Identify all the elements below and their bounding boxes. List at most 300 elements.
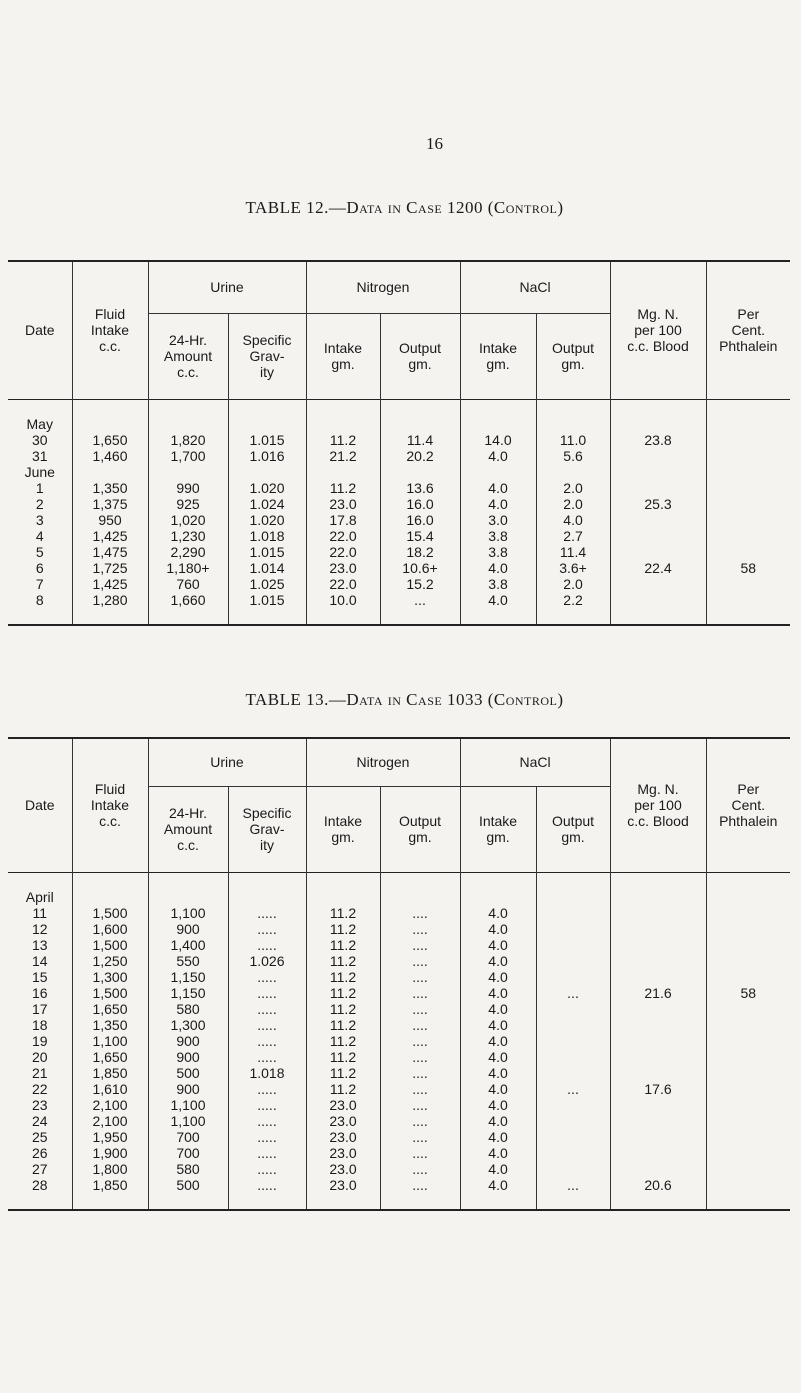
phthalein-cell [706, 1049, 790, 1065]
urine-amount-cell: 580 [148, 1001, 228, 1017]
phthalein-cell [706, 1177, 790, 1193]
phthalein-cell: 58 [706, 985, 790, 1001]
nitrogen-intake-cell: 11.2 [306, 1001, 380, 1017]
table-12-title [0, 198, 801, 218]
nitrogen-intake-cell: 11.2 [306, 1049, 380, 1065]
specific-gravity-cell: ..... [228, 985, 306, 1001]
mg-n-cell: 21.6 [610, 985, 706, 1001]
day-cell: 12 [31, 920, 48, 937]
phthalein-cell [706, 1017, 790, 1033]
specific-gravity-cell: ..... [228, 937, 306, 953]
nitrogen-intake-cell: 11.2 [306, 1033, 380, 1049]
nitrogen-header: Nitrogen [306, 738, 460, 786]
nacl-intake-cell: 4.0 [460, 496, 536, 512]
nacl-output-cell: 3.6+ [536, 560, 610, 576]
specific-gravity-cell: 1.014 [228, 560, 306, 576]
phthalein-cell [706, 1161, 790, 1177]
urine-amount-cell: 1,700 [148, 448, 228, 464]
mg-n-cell [610, 528, 706, 544]
urine-amount-cell: 1,230 [148, 528, 228, 544]
specific-gravity-cell: 1.015 [228, 432, 306, 448]
urine-amount-cell: 500 [148, 1177, 228, 1193]
nitrogen-intake-cell: 11.2 [306, 1081, 380, 1097]
nitrogen-intake-cell: 23.0 [306, 1145, 380, 1161]
urine-amount-header: 24-Hr. Amount c.c. [148, 313, 228, 399]
table-row [8, 1161, 790, 1177]
mg-n-cell: 22.4 [610, 560, 706, 576]
nacl-intake-cell: 3.8 [460, 528, 536, 544]
nacl-intake-cell: 4.0 [460, 1065, 536, 1081]
table-13-label: TABLE 13. [245, 690, 329, 709]
nacl-output-cell [536, 1145, 610, 1161]
nacl-intake-cell: 4.0 [460, 480, 536, 496]
nacl-intake-cell: 4.0 [460, 905, 536, 921]
nacl-intake-header: Intake gm. [460, 313, 536, 399]
nitrogen-output-cell: .... [380, 1049, 460, 1065]
nacl-output-cell: 2.7 [536, 528, 610, 544]
specific-gravity-cell: ..... [228, 1033, 306, 1049]
nitrogen-intake-cell: 11.2 [306, 1065, 380, 1081]
phthalein-header: Per Cent. Phthalein [706, 261, 790, 399]
urine-amount-cell: 900 [148, 1081, 228, 1097]
nacl-output-cell: 5.6 [536, 448, 610, 464]
mg-n-cell [610, 1097, 706, 1113]
nitrogen-output-cell: .... [380, 1033, 460, 1049]
nacl-output-cell [536, 1017, 610, 1033]
month-row [8, 889, 790, 905]
fluid-intake-cell: 1,900 [72, 1145, 148, 1161]
table-13 [8, 737, 790, 1211]
phthalein-cell [706, 1097, 790, 1113]
nacl-output-cell: 4.0 [536, 512, 610, 528]
specific-gravity-cell: ..... [228, 1017, 306, 1033]
phthalein-cell [706, 953, 790, 969]
nitrogen-intake-header: Intake gm. [306, 313, 380, 399]
nitrogen-output-cell: ... [380, 592, 460, 608]
table-12-header [8, 261, 790, 399]
fluid-intake-cell: 1,950 [72, 1129, 148, 1145]
mg-n-cell [610, 921, 706, 937]
urine-amount-cell: 700 [148, 1129, 228, 1145]
table-row [8, 560, 790, 576]
nitrogen-output-cell: .... [380, 1065, 460, 1081]
mg-n-cell [610, 1113, 706, 1129]
nacl-output-cell: 2.0 [536, 480, 610, 496]
table-12-label: TABLE 12. [245, 198, 329, 217]
phthalein-cell [706, 480, 790, 496]
nacl-intake-cell: 3.8 [460, 576, 536, 592]
specific-gravity-cell: 1.025 [228, 576, 306, 592]
nacl-header: NaCl [460, 738, 610, 786]
nacl-intake-cell: 4.0 [460, 937, 536, 953]
day-cell: 16 [31, 984, 48, 1001]
fluid-intake-cell: 1,350 [72, 1017, 148, 1033]
table-row [8, 496, 790, 512]
nitrogen-output-cell: 13.6 [380, 480, 460, 496]
table-row [8, 1081, 790, 1097]
nacl-output-cell: ... [536, 1081, 610, 1097]
nitrogen-output-cell: .... [380, 1017, 460, 1033]
table-row [8, 528, 790, 544]
day-cell: 30 [31, 431, 48, 448]
nitrogen-intake-cell: 23.0 [306, 1113, 380, 1129]
nacl-intake-cell: 3.0 [460, 512, 536, 528]
table-row [8, 1097, 790, 1113]
mg-n-cell [610, 592, 706, 608]
day-cell: 26 [31, 1144, 48, 1161]
urine-amount-cell: 500 [148, 1065, 228, 1081]
specific-gravity-cell: ..... [228, 969, 306, 985]
nacl-output-cell [536, 969, 610, 985]
nacl-output-cell [536, 1113, 610, 1129]
fluid-intake-cell: 1,850 [72, 1177, 148, 1193]
mg-n-cell [610, 1049, 706, 1065]
phthalein-cell [706, 937, 790, 953]
specific-gravity-cell: ..... [228, 1081, 306, 1097]
nitrogen-output-cell: .... [380, 1161, 460, 1177]
table-row [8, 592, 790, 608]
day-cell: 7 [35, 575, 44, 592]
nacl-intake-cell: 4.0 [460, 1145, 536, 1161]
urine-header: Urine [148, 261, 306, 313]
nitrogen-output-header: Output gm. [380, 313, 460, 399]
phthalein-cell [706, 592, 790, 608]
urine-amount-cell: 1,820 [148, 432, 228, 448]
mg-n-cell: 23.8 [610, 432, 706, 448]
urine-amount-cell: 1,150 [148, 969, 228, 985]
mg-n-cell [610, 1161, 706, 1177]
nacl-intake-cell: 4.0 [460, 1001, 536, 1017]
nitrogen-output-cell: .... [380, 953, 460, 969]
nacl-intake-cell: 4.0 [460, 969, 536, 985]
nitrogen-intake-header: Intake gm. [306, 786, 380, 872]
table-row [8, 576, 790, 592]
specific-gravity-cell: ..... [228, 921, 306, 937]
nitrogen-output-cell: .... [380, 1129, 460, 1145]
nacl-intake-cell: 4.0 [460, 1081, 536, 1097]
month-label: April [25, 888, 54, 905]
table-row [8, 969, 790, 985]
specific-gravity-cell: ..... [228, 1145, 306, 1161]
date-header: Date [24, 322, 55, 339]
nacl-output-cell: ... [536, 985, 610, 1001]
table-row [8, 985, 790, 1001]
day-cell: 22 [31, 1080, 48, 1097]
phthalein-cell: 58 [706, 560, 790, 576]
nacl-intake-cell: 4.0 [460, 1129, 536, 1145]
specific-gravity-cell: 1.018 [228, 528, 306, 544]
nacl-output-cell [536, 1049, 610, 1065]
phthalein-cell [706, 1081, 790, 1097]
mg-n-cell [610, 1033, 706, 1049]
mg-n-cell [610, 1001, 706, 1017]
nacl-output-cell [536, 1161, 610, 1177]
day-cell: 18 [31, 1016, 48, 1033]
nitrogen-header: Nitrogen [306, 261, 460, 313]
mg-n-cell [610, 1065, 706, 1081]
month-row [8, 464, 790, 480]
nitrogen-output-cell: .... [380, 937, 460, 953]
day-cell: 13 [31, 936, 48, 953]
nacl-intake-cell: 4.0 [460, 985, 536, 1001]
mg-n-cell [610, 448, 706, 464]
specific-gravity-cell: ..... [228, 1177, 306, 1193]
mg-n-cell: 17.6 [610, 1081, 706, 1097]
mg-n-cell [610, 1145, 706, 1161]
day-cell: 25 [31, 1128, 48, 1145]
nacl-output-cell [536, 1033, 610, 1049]
nitrogen-intake-cell: 23.0 [306, 1097, 380, 1113]
date-header: Date [24, 797, 55, 814]
fluid-intake-cell: 1,500 [72, 985, 148, 1001]
nitrogen-output-cell: 18.2 [380, 544, 460, 560]
nitrogen-intake-cell: 23.0 [306, 1177, 380, 1193]
fluid-intake-cell: 1,375 [72, 496, 148, 512]
month-label: May [26, 415, 53, 432]
specific-gravity-header: Specific Grav- ity [228, 786, 306, 872]
specific-gravity-cell: 1.018 [228, 1065, 306, 1081]
table-row [8, 544, 790, 560]
nacl-output-cell: 2.0 [536, 576, 610, 592]
nacl-intake-cell: 4.0 [460, 1113, 536, 1129]
nacl-intake-cell: 4.0 [460, 1049, 536, 1065]
specific-gravity-cell: 1.015 [228, 544, 306, 560]
urine-amount-cell: 1,300 [148, 1017, 228, 1033]
phthalein-cell [706, 432, 790, 448]
day-cell: 14 [31, 952, 48, 969]
nitrogen-output-cell: .... [380, 1145, 460, 1161]
table-row [8, 480, 790, 496]
nitrogen-intake-cell: 11.2 [306, 480, 380, 496]
nitrogen-output-cell: .... [380, 1001, 460, 1017]
table-12 [8, 260, 790, 626]
table-row [8, 1033, 790, 1049]
nacl-output-cell: 11.0 [536, 432, 610, 448]
table-row [8, 512, 790, 528]
nacl-intake-cell: 4.0 [460, 1177, 536, 1193]
nitrogen-intake-cell: 23.0 [306, 496, 380, 512]
table-row [8, 921, 790, 937]
fluid-intake-cell: 1,300 [72, 969, 148, 985]
table-12-body [8, 399, 790, 625]
phthalein-cell [706, 1033, 790, 1049]
specific-gravity-cell: ..... [228, 1129, 306, 1145]
nitrogen-intake-cell: 17.8 [306, 512, 380, 528]
urine-amount-cell: 1,150 [148, 985, 228, 1001]
urine-amount-cell: 990 [148, 480, 228, 496]
nacl-output-cell: ... [536, 1177, 610, 1193]
nitrogen-intake-cell: 22.0 [306, 544, 380, 560]
specific-gravity-cell: ..... [228, 1097, 306, 1113]
nitrogen-output-cell: 20.2 [380, 448, 460, 464]
month-row [8, 416, 790, 432]
nitrogen-intake-cell: 11.2 [306, 1017, 380, 1033]
phthalein-cell [706, 496, 790, 512]
mg-n-cell [610, 905, 706, 921]
urine-amount-cell: 1,660 [148, 592, 228, 608]
table-13-caption: —Data in Case 1033 (Control) [328, 690, 564, 709]
phthalein-header: Per Cent. Phthalein [706, 738, 790, 872]
phthalein-cell [706, 448, 790, 464]
day-cell: 24 [31, 1112, 48, 1129]
table-row [8, 1049, 790, 1065]
specific-gravity-header: Specific Grav- ity [228, 313, 306, 399]
month-label: June [24, 463, 55, 480]
urine-amount-cell: 1,400 [148, 937, 228, 953]
day-cell: 21 [31, 1064, 48, 1081]
nacl-intake-cell: 4.0 [460, 1017, 536, 1033]
day-cell: 5 [35, 543, 44, 560]
nacl-intake-cell: 4.0 [460, 560, 536, 576]
day-cell: 31 [31, 447, 48, 464]
nitrogen-output-cell: .... [380, 921, 460, 937]
nitrogen-intake-cell: 11.2 [306, 985, 380, 1001]
nacl-intake-cell: 4.0 [460, 448, 536, 464]
phthalein-cell [706, 528, 790, 544]
page-number: 16 [426, 134, 443, 153]
nitrogen-output-cell: .... [380, 1081, 460, 1097]
nacl-output-cell [536, 953, 610, 969]
nitrogen-output-cell: 10.6+ [380, 560, 460, 576]
table-row [8, 1129, 790, 1145]
mg-n-cell [610, 1129, 706, 1145]
fluid-intake-cell: 1,600 [72, 921, 148, 937]
urine-amount-cell: 1,100 [148, 1113, 228, 1129]
urine-amount-cell: 900 [148, 1049, 228, 1065]
day-cell: 23 [31, 1096, 48, 1113]
phthalein-cell [706, 921, 790, 937]
nacl-output-header: Output gm. [536, 313, 610, 399]
nacl-intake-cell: 14.0 [460, 432, 536, 448]
day-cell: 4 [35, 527, 44, 544]
table-row [8, 937, 790, 953]
nitrogen-intake-cell: 10.0 [306, 592, 380, 608]
nacl-intake-cell: 4.0 [460, 1097, 536, 1113]
fluid-intake-cell: 1,475 [72, 544, 148, 560]
table-row [8, 1065, 790, 1081]
day-cell: 2 [35, 495, 44, 512]
fluid-intake-cell: 1,350 [72, 480, 148, 496]
table-row [8, 1001, 790, 1017]
nitrogen-output-cell: 16.0 [380, 512, 460, 528]
specific-gravity-cell: ..... [228, 1001, 306, 1017]
nitrogen-intake-cell: 23.0 [306, 1129, 380, 1145]
nacl-output-cell: 11.4 [536, 544, 610, 560]
mg-n-cell: 20.6 [610, 1177, 706, 1193]
day-cell: 27 [31, 1160, 48, 1177]
table-12-caption: —Data in Case 1200 (Control) [328, 198, 564, 217]
fluid-intake-cell: 1,425 [72, 528, 148, 544]
fluid-intake-cell: 1,460 [72, 448, 148, 464]
day-cell: 28 [31, 1176, 48, 1193]
specific-gravity-cell: 1.015 [228, 592, 306, 608]
fluid-intake-cell: 1,650 [72, 1001, 148, 1017]
day-cell: 19 [31, 1032, 48, 1049]
mg-n-header: Mg. N. per 100 c.c. Blood [610, 261, 706, 399]
specific-gravity-cell: 1.026 [228, 953, 306, 969]
fluid-intake-cell: 1,250 [72, 953, 148, 969]
phthalein-cell [706, 576, 790, 592]
table-13-body [8, 872, 790, 1210]
phthalein-cell [706, 905, 790, 921]
table-row [8, 432, 790, 448]
urine-amount-cell: 2,290 [148, 544, 228, 560]
fluid-intake-header: Fluid Intake c.c. [72, 261, 148, 399]
nitrogen-intake-cell: 11.2 [306, 937, 380, 953]
urine-amount-cell: 1,180+ [148, 560, 228, 576]
nitrogen-output-cell: .... [380, 1097, 460, 1113]
nacl-output-cell: 2.2 [536, 592, 610, 608]
phthalein-cell [706, 1145, 790, 1161]
table-13-title [0, 690, 801, 710]
phthalein-cell [706, 512, 790, 528]
phthalein-cell [706, 544, 790, 560]
nacl-intake-cell: 4.0 [460, 1033, 536, 1049]
mg-n-cell: 25.3 [610, 496, 706, 512]
nitrogen-output-cell: 15.4 [380, 528, 460, 544]
mg-n-cell [610, 576, 706, 592]
nitrogen-output-cell: .... [380, 1113, 460, 1129]
day-cell: 8 [35, 591, 44, 608]
nitrogen-output-cell: .... [380, 1177, 460, 1193]
table-row [8, 905, 790, 921]
urine-header: Urine [148, 738, 306, 786]
table-row [8, 953, 790, 969]
day-cell: 3 [35, 511, 44, 528]
urine-amount-cell: 550 [148, 953, 228, 969]
nitrogen-intake-cell: 23.0 [306, 560, 380, 576]
fluid-intake-cell: 1,650 [72, 432, 148, 448]
urine-amount-cell: 900 [148, 921, 228, 937]
nacl-output-cell: 2.0 [536, 496, 610, 512]
day-cell: 15 [31, 968, 48, 985]
urine-amount-cell: 700 [148, 1145, 228, 1161]
table-row [8, 448, 790, 464]
fluid-intake-cell: 1,850 [72, 1065, 148, 1081]
day-cell: 17 [31, 1000, 48, 1017]
nacl-output-cell [536, 921, 610, 937]
nitrogen-output-cell: 15.2 [380, 576, 460, 592]
nitrogen-output-cell: .... [380, 905, 460, 921]
phthalein-cell [706, 1001, 790, 1017]
nitrogen-intake-cell: 21.2 [306, 448, 380, 464]
phthalein-cell [706, 1113, 790, 1129]
mg-n-cell [610, 969, 706, 985]
nacl-intake-cell: 4.0 [460, 953, 536, 969]
nacl-output-header: Output gm. [536, 786, 610, 872]
nacl-intake-header: Intake gm. [460, 786, 536, 872]
fluid-intake-cell: 1,280 [72, 592, 148, 608]
mg-n-cell [610, 512, 706, 528]
phthalein-cell [706, 1065, 790, 1081]
specific-gravity-cell: 1.016 [228, 448, 306, 464]
nitrogen-intake-cell: 11.2 [306, 921, 380, 937]
mg-n-cell [610, 544, 706, 560]
table-row [8, 1017, 790, 1033]
nacl-output-cell [536, 905, 610, 921]
nitrogen-intake-cell: 11.2 [306, 905, 380, 921]
nacl-output-cell [536, 1129, 610, 1145]
nitrogen-intake-cell: 11.2 [306, 953, 380, 969]
specific-gravity-cell: ..... [228, 1113, 306, 1129]
fluid-intake-cell: 1,800 [72, 1161, 148, 1177]
nacl-intake-cell: 4.0 [460, 592, 536, 608]
fluid-intake-header: Fluid Intake c.c. [72, 738, 148, 872]
table-13-header [8, 738, 790, 872]
nitrogen-intake-cell: 11.2 [306, 432, 380, 448]
urine-amount-cell: 1,100 [148, 905, 228, 921]
specific-gravity-cell: 1.020 [228, 512, 306, 528]
